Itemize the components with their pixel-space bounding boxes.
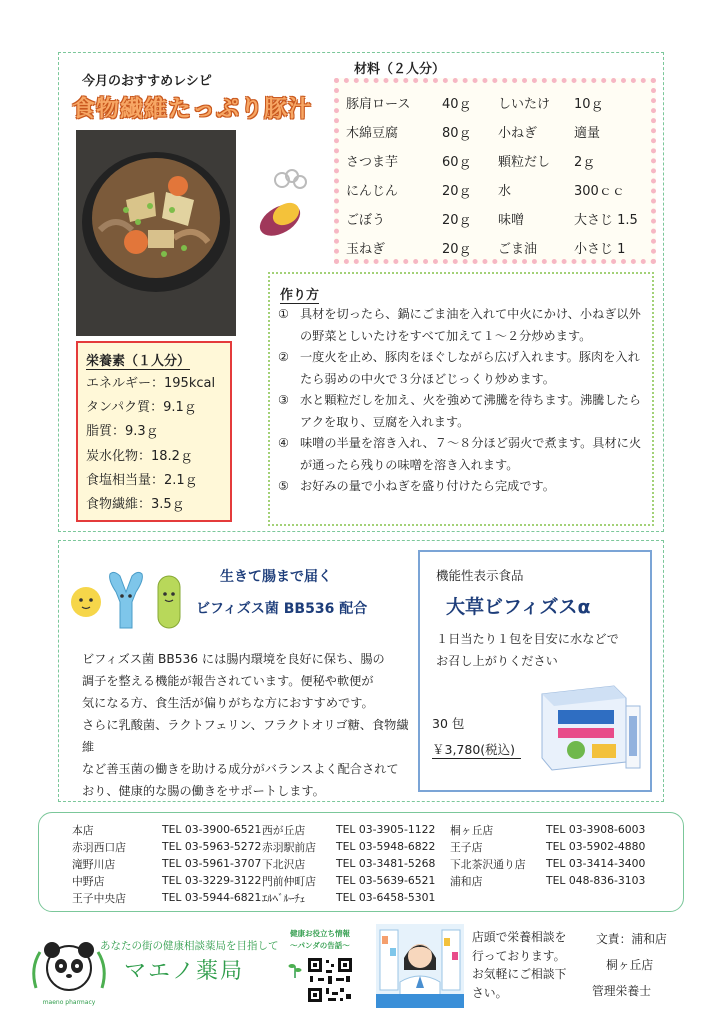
ingredient-amount: 適量 (574, 126, 601, 141)
consult-notice (472, 928, 578, 1002)
ingredient-name: しいたけ (498, 97, 551, 112)
store-entry (72, 891, 272, 906)
nutrition-item: 炭水化物：18.2ｇ (86, 448, 193, 464)
store-name: 門前仲町店 (262, 875, 316, 888)
nutrition-item: タンパク質：9.1ｇ (86, 400, 197, 416)
product-description (436, 628, 648, 672)
nutrition-title: 栄養素（１人分） (86, 350, 190, 370)
store-entry (450, 840, 656, 855)
step-number: ① (278, 307, 289, 321)
store-name: 本店 (72, 824, 94, 837)
consult-line: お気軽にご相談下 (472, 967, 567, 981)
ingredient-row (346, 88, 652, 117)
promo-subheadline: ビフィズス菌 BB536 配合 (196, 601, 368, 617)
ingredient-amount: 80ｇ (442, 126, 472, 141)
store-entry (450, 874, 656, 889)
brand-name: マエノ薬局 (124, 959, 245, 984)
step-text: 味噌の半量を溶き入れ、７～８分ほど弱火で煮ます。具材に火が通ったら残りの味噌を溶き入れます。 (300, 436, 642, 472)
step-text: 水と顆粒だしを加え、火を強めて沸騰を待ちます。沸騰したらアクを取り、豆腐を入れます。 (300, 393, 642, 429)
promo-body (82, 648, 412, 802)
promo-headline: 生きて腸まで届く (220, 569, 332, 585)
ingredient-row (346, 146, 652, 175)
store-phone: TEL 03-5639-6521 (336, 874, 436, 887)
ingredient-name: 木綿豆腐 (346, 126, 399, 141)
method-step (278, 347, 648, 390)
store-name: 西が丘店 (262, 824, 306, 837)
ingredient-amount: 大さじ 1.5 (574, 213, 638, 228)
nutrition-list (86, 372, 215, 517)
leaf-icon (288, 958, 302, 980)
ingredient-name: 水 (498, 184, 512, 199)
ingredient-name: 味噌 (498, 213, 525, 228)
ingredient-name: 豚肩ロース (346, 97, 411, 112)
store-name: 中野店 (72, 875, 105, 888)
store-name: 浦和店 (450, 875, 483, 888)
store-entry (262, 874, 446, 889)
recipe-title: 食物繊維たっぷり豚汁 (72, 96, 312, 122)
store-phone: TEL 03-3414-3400 (546, 857, 646, 870)
ingredient-amount: 20ｇ (442, 213, 472, 228)
store-entry (72, 874, 272, 889)
pharmacist-icon (376, 924, 464, 1008)
method-step (278, 304, 648, 347)
credit-line: 管理栄養士 (592, 984, 651, 998)
store-phone: TEL 03-5963-5272 (162, 840, 262, 853)
nutrition-item: 脂質：9.3ｇ (86, 424, 159, 440)
ingredient-name: さつま芋 (346, 155, 399, 170)
store-name: 滝野川店 (72, 858, 116, 871)
step-number: ⑤ (278, 479, 289, 493)
qr-caption: 健康お役立ち情報 (290, 929, 350, 938)
store-entry (262, 823, 446, 838)
store-phone: TEL 03-5961-3707 (162, 857, 262, 870)
ingredient-row (346, 233, 652, 262)
tonjiru-photo (76, 130, 236, 336)
ingredient-name: 小ねぎ (498, 126, 538, 141)
ingredient-amount: 2ｇ (574, 155, 596, 170)
store-name: 赤羽駅前店 (262, 841, 316, 854)
promo-body-line: ビフィズス菌 BB536 には腸内環境を良好に保ち、腸の (82, 652, 385, 666)
store-phone: TEL 03-3908-6003 (546, 823, 646, 836)
method-step (278, 390, 648, 433)
store-name: 赤羽西口店 (72, 841, 126, 854)
store-phone: TEL 03-5944-6821 (162, 891, 262, 904)
ingredients-list (346, 88, 652, 262)
store-entry (450, 823, 656, 838)
store-phone: TEL 03-3481-5268 (336, 857, 436, 870)
store-phone: TEL 03-3905-1122 (336, 823, 436, 836)
nutrition-item: 食物繊維：3.5ｇ (86, 497, 185, 513)
store-entry (262, 891, 446, 906)
ingredient-amount: 60ｇ (442, 155, 472, 170)
product-category: 機能性表示食品 (436, 568, 524, 583)
nutrition-item: エネルギー：195kcal (86, 376, 216, 391)
promo-body-line: 気になる方、食生活が偏りがちな方におすすめです。 (82, 696, 374, 710)
ingredient-name: 玉ねぎ (346, 242, 386, 257)
credit-line: 桐ヶ丘店 (606, 958, 654, 972)
ingredient-row (346, 204, 652, 233)
consult-line: 行っております。 (472, 948, 566, 963)
step-number: ④ (278, 436, 289, 450)
store-entry (262, 840, 446, 855)
package-count: 30 包 (432, 716, 465, 731)
ingredient-name: にんじん (346, 184, 399, 199)
ingredient-name: ごま油 (498, 242, 538, 257)
product-name: 大草ビフィズスα (446, 596, 591, 618)
sweet-potato-icon (252, 164, 322, 244)
ingredient-name: ごぼう (346, 213, 386, 228)
consult-line: 店頭で栄養相談を (472, 930, 567, 944)
promo-body-line: など善玉菌の働きを助ける成分がバランスよく配合されて (82, 762, 399, 776)
ingredient-amount: 20ｇ (442, 242, 472, 257)
ingredient-amount: 10ｇ (574, 97, 604, 112)
ingredients-title: 材料（２人分） (354, 62, 446, 77)
qr-code-icon[interactable] (306, 956, 354, 1004)
consult-line: さい。 (472, 985, 508, 1000)
ingredient-row (346, 117, 652, 146)
product-price: ￥3,780(税込) (432, 740, 521, 759)
store-name: 下北沢店 (262, 858, 306, 871)
promo-body-line: さらに乳酸菌、ラクトフェリン、フラクトオリゴ糖、食物繊維 (82, 718, 409, 754)
store-entry (450, 857, 656, 872)
store-name: 下北茶沢通り店 (450, 858, 526, 871)
product-description-line: １日当たり１包を目安に水などで (436, 632, 619, 646)
store-phone: TEL 03-5948-6822 (336, 840, 436, 853)
store-name: ｴﾙﾍﾞﾙｰﾁｪ (262, 892, 306, 905)
product-package-icon (536, 676, 646, 776)
ingredient-amount: 20ｇ (442, 184, 472, 199)
ingredient-name: 顆粒だし (498, 155, 551, 170)
store-phone: TEL 03-3229-3122 (162, 874, 262, 887)
ingredient-amount: 40ｇ (442, 97, 472, 112)
store-entry (262, 857, 446, 872)
promo-body-line: 調子を整える機能が報告されています。便秘や軟便が (82, 674, 374, 688)
qr-subcaption: ～パンダの告話～ (290, 941, 350, 950)
promo-body-line: おり、健康的な腸の働きをサポートします。 (82, 784, 325, 798)
ingredient-amount: 300ｃｃ (574, 184, 625, 199)
store-entry (72, 840, 272, 855)
nutrition-item: 食塩相当量：2.1ｇ (86, 472, 198, 488)
credit-line: 文責：浦和店 (596, 932, 667, 946)
bacteria-mascots-icon (66, 562, 186, 634)
method-steps (278, 304, 648, 498)
store-name: 王子店 (450, 841, 483, 854)
step-text: お好みの量で小ねぎを盛り付けたら完成です。 (300, 479, 555, 493)
step-text: 一度火を止め、豚肉をほぐしながら広げ入れます。豚肉を入れたら弱めの中火で３分ほどじっくり炒めます。 (300, 350, 640, 386)
store-phone: TEL 03-6458-5301 (336, 891, 436, 904)
method-step (278, 433, 648, 476)
store-name: 王子中央店 (72, 892, 126, 905)
method-title: 作り方 (280, 284, 319, 304)
section-label: 今月のおすすめレシピ (82, 74, 212, 89)
step-number: ② (278, 350, 289, 364)
brand-tagline: あなたの街の健康相談薬局を目指して (100, 940, 279, 952)
store-phone: TEL 048-836-3103 (546, 874, 646, 887)
store-name: 桐ヶ丘店 (450, 824, 494, 837)
logo-text: maeno pharmacy (42, 999, 96, 1006)
ingredient-row (346, 175, 652, 204)
method-step (278, 476, 648, 498)
store-entry (72, 823, 272, 838)
step-text: 具材を切ったら、鍋にごま油を入れて中火にかけ、小ねぎ以外の野菜としいたけをすべて加えて１～２分炒めます。 (300, 307, 641, 343)
store-entry (72, 857, 272, 872)
store-phone: TEL 03-5902-4880 (546, 840, 646, 853)
product-description-line: お召し上がりください (436, 654, 558, 668)
ingredient-amount: 小さじ 1 (574, 242, 626, 257)
store-phone: TEL 03-3900-6521 (162, 823, 262, 836)
step-number: ③ (278, 393, 289, 407)
